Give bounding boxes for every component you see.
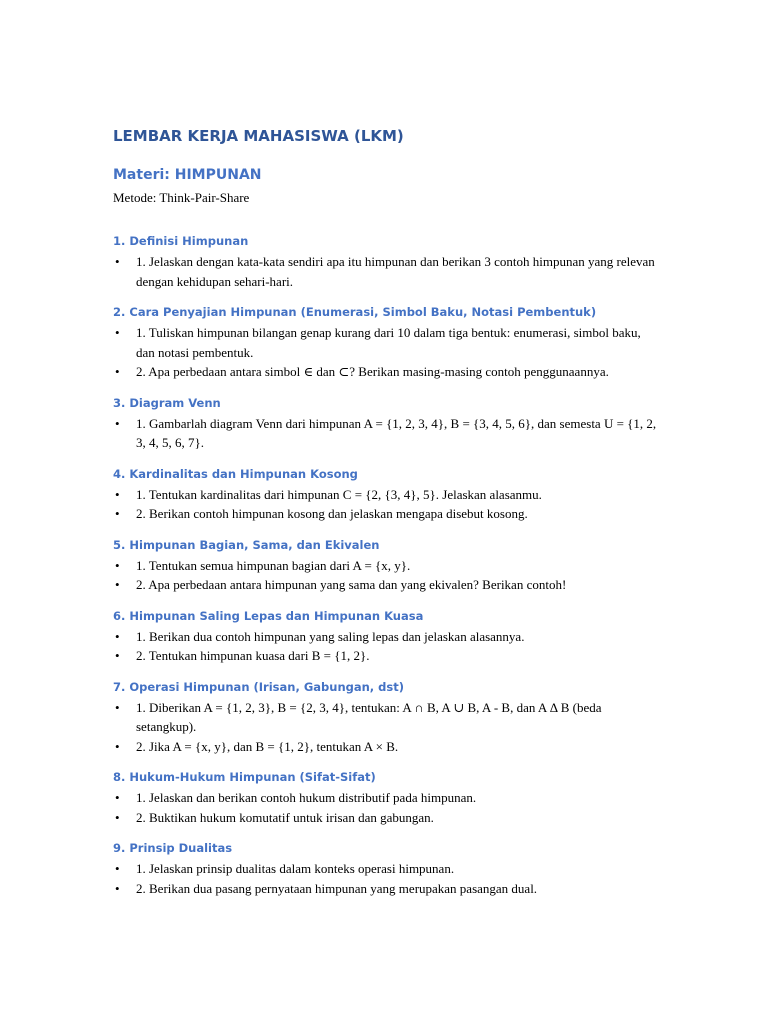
section-heading: 7. Operasi Himpunan (Irisan, Gabungan, dst) bbox=[113, 679, 405, 694]
method-text: Metode: Think-Pair-Share bbox=[113, 190, 250, 205]
bullet-icon: • bbox=[115, 254, 120, 269]
question-list bbox=[113, 252, 658, 291]
question-item bbox=[113, 414, 658, 453]
question-list bbox=[113, 323, 658, 382]
question-list bbox=[113, 485, 658, 524]
question-item bbox=[113, 252, 658, 291]
bullet-icon: • bbox=[115, 880, 120, 896]
question-text: 1. Tuliskan himpunan bilangan genap kurang dari 10 dalam tiga bentuk: enumerasi, simbol baku, dan notasi pembentuk. bbox=[136, 325, 641, 360]
question-text: 2. Jika A = {x, y}, dan B = {1, 2}, tentukan A × B. bbox=[136, 738, 399, 754]
bullet-icon: • bbox=[115, 486, 120, 502]
question-item bbox=[113, 485, 658, 505]
bullet-icon: • bbox=[115, 506, 120, 521]
question-text: 1. Jelaskan dan berikan contoh hukum distributif pada himpunan. bbox=[136, 790, 477, 805]
question-item bbox=[113, 504, 658, 524]
section-7 bbox=[113, 678, 658, 757]
bullet-icon: • bbox=[115, 325, 120, 340]
bullet-icon: • bbox=[115, 861, 120, 876]
section-6 bbox=[113, 607, 658, 666]
sections-container bbox=[113, 232, 658, 898]
bullet-icon: • bbox=[115, 364, 120, 379]
bullet-icon: • bbox=[115, 699, 120, 715]
question-item bbox=[113, 859, 658, 879]
bullet-icon: • bbox=[115, 577, 120, 592]
section-heading: 8. Hukum-Hukum Himpunan (Sifat-Sifat) bbox=[113, 770, 376, 784]
bullet-icon: • bbox=[115, 628, 120, 644]
question-item bbox=[113, 737, 658, 757]
question-text: 2. Berikan dua pasang pernyataan himpunan yang merupakan pasangan dual. bbox=[136, 880, 538, 896]
bullet-icon: • bbox=[115, 415, 120, 431]
question-item bbox=[113, 575, 658, 595]
question-list bbox=[113, 414, 658, 453]
section-heading: 5. Himpunan Bagian, Sama, dan Ekivalen bbox=[113, 537, 380, 552]
question-text: 2. Apa perbedaan antara himpunan yang sama dan yang ekivalen? Berikan contoh! bbox=[136, 577, 567, 592]
section-heading: 2. Cara Penyajian Himpunan (Enumerasi, Simbol Baku, Notasi Pembentuk) bbox=[113, 305, 597, 319]
question-text: 2. Apa perbedaan antara simbol ∈ dan ⊂? Berikan masing-masing contoh penggunaannya. bbox=[136, 364, 609, 379]
section-4 bbox=[113, 465, 658, 524]
section-1 bbox=[113, 232, 658, 291]
question-item bbox=[113, 646, 658, 666]
question-text: 1. Gambarlah diagram Venn dari himpunan A = {1, 2, 3, 4}, B = {3, 4, 5, 6}, dan semesta U = {1, 2, 3, 4, 5, 6, 7}. bbox=[136, 415, 657, 450]
section-heading: 4. Kardinalitas dan Himpunan Kosong bbox=[113, 466, 358, 481]
question-text: 1. Diberikan A = {1, 2, 3}, B = {2, 3, 4}, tentukan: A ∩ B, A ∪ B, A - B, dan A Δ B (beda setangkup). bbox=[136, 699, 602, 734]
question-text: 2. Tentukan himpunan kuasa dari B = {1, 2}. bbox=[136, 648, 370, 663]
bullet-icon: • bbox=[115, 790, 120, 805]
question-item bbox=[113, 362, 658, 382]
question-text: 1. Berikan dua contoh himpunan yang saling lepas dan jelaskan alasannya. bbox=[136, 628, 525, 644]
question-list bbox=[113, 627, 658, 666]
question-text: 1. Tentukan kardinalitas dari himpunan C = {2, {3, 4}, 5}. Jelaskan alasanmu. bbox=[136, 486, 542, 502]
question-text: 2. Berikan contoh himpunan kosong dan jelaskan mengapa disebut kosong. bbox=[136, 506, 528, 521]
section-2 bbox=[113, 303, 658, 382]
question-item bbox=[113, 627, 658, 647]
question-text: 2. Buktikan hukum komutatif untuk irisan dan gabungan. bbox=[136, 809, 434, 825]
question-text: 1. Tentukan semua himpunan bagian dari A = {x, y}. bbox=[136, 557, 411, 573]
question-item bbox=[113, 808, 658, 828]
question-list bbox=[113, 788, 658, 827]
section-heading: 1. Definisi Himpunan bbox=[113, 234, 249, 248]
bullet-icon: • bbox=[115, 809, 120, 825]
section-3 bbox=[113, 394, 658, 453]
document-title: LEMBAR KERJA MAHASISWA (LKM) bbox=[113, 127, 404, 145]
question-item bbox=[113, 698, 658, 737]
question-text: 1. Jelaskan dengan kata-kata sendiri apa itu himpunan dan berikan 3 contoh himpunan yang relevan dengan kehidupan sehari-hari. bbox=[136, 254, 655, 289]
question-list bbox=[113, 556, 658, 595]
section-9 bbox=[113, 839, 658, 898]
document-subtitle: Materi: HIMPUNAN bbox=[113, 167, 262, 183]
question-item bbox=[113, 788, 658, 808]
question-item bbox=[113, 879, 658, 899]
question-list bbox=[113, 859, 658, 898]
section-heading: 6. Himpunan Saling Lepas dan Himpunan Kuasa bbox=[113, 608, 424, 623]
section-5 bbox=[113, 536, 658, 595]
section-8 bbox=[113, 768, 658, 827]
section-heading: 3. Diagram Venn bbox=[113, 395, 221, 410]
bullet-icon: • bbox=[115, 738, 120, 754]
question-item bbox=[113, 556, 658, 576]
question-text: 1. Jelaskan prinsip dualitas dalam konteks operasi himpunan. bbox=[136, 861, 455, 876]
bullet-icon: • bbox=[115, 648, 120, 663]
bullet-icon: • bbox=[115, 557, 120, 573]
question-list bbox=[113, 698, 658, 757]
document-content bbox=[113, 125, 658, 910]
question-item bbox=[113, 323, 658, 362]
section-heading: 9. Prinsip Dualitas bbox=[113, 841, 233, 855]
